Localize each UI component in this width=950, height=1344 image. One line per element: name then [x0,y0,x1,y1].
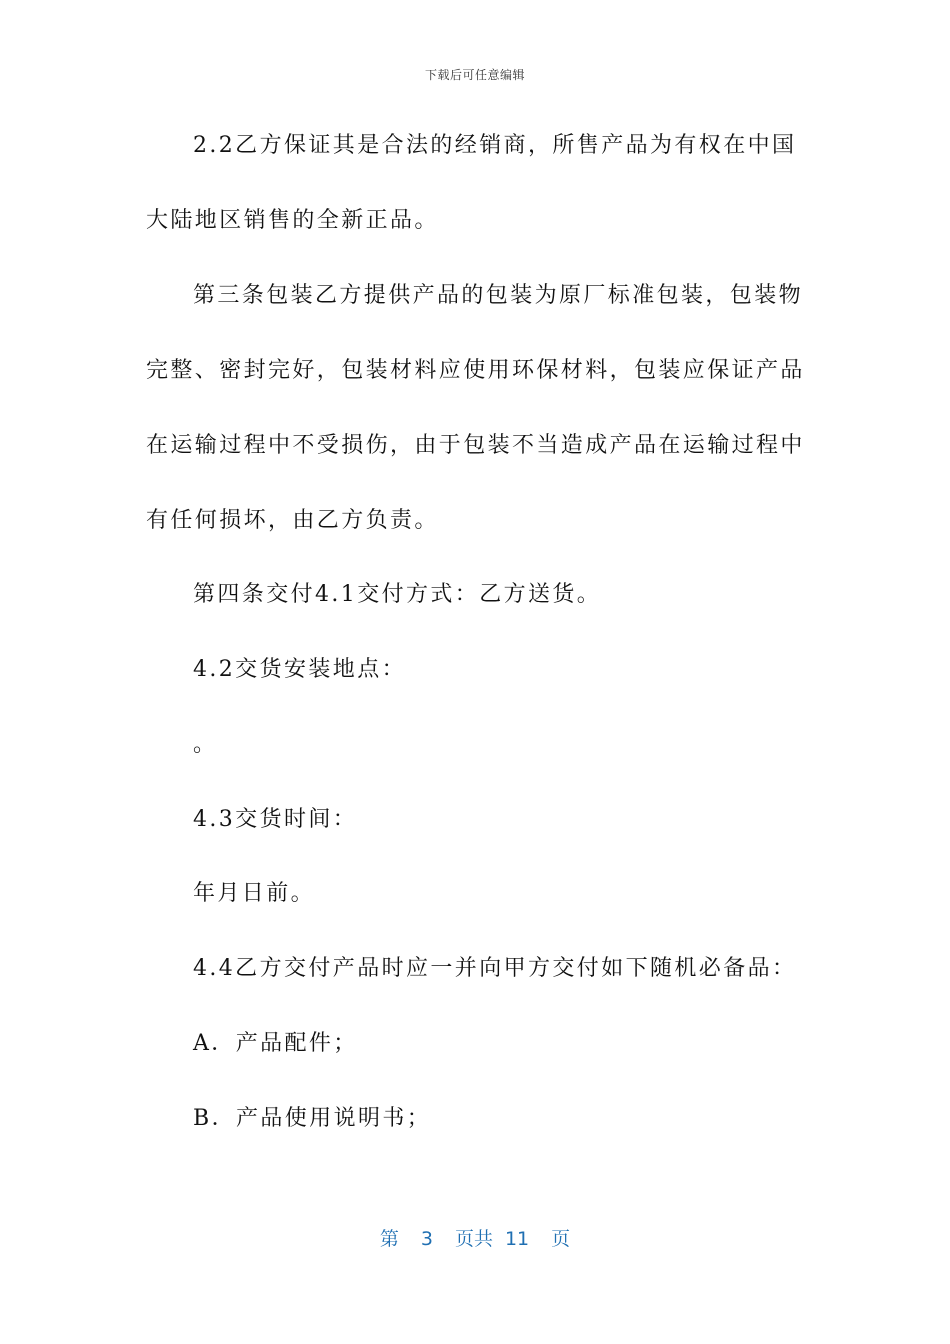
footer-total-pages: 11 [504,1228,530,1250]
paragraph-line: 4.2交货安装地点： [193,657,406,682]
paragraph-line: B．产品使用说明书； [193,1106,432,1131]
paragraph-line: 年月日前。 [193,881,316,906]
paragraph-line: 4.3交货时间： [193,807,358,832]
header-note: 下载后可任意编辑 [424,68,525,82]
footer-prefix: 第 [379,1228,399,1250]
paragraph-line: 大陆地区销售的全新正品。 [146,208,439,233]
page-footer [0,1224,950,1251]
paragraph-line: 第三条包装乙方提供产品的包装为原厂标准包装，包装物 [193,283,804,308]
footer-page-number: 3 [420,1228,433,1250]
paragraph-line: 有任何损坏，由乙方负责。 [146,508,439,533]
paragraph-line: 2.2乙方保证其是合法的经销商，所售产品为有权在中国 [193,133,797,158]
paragraph-line: 完整、密封完好，包装材料应使用环保材料，包装应保证产品 [146,358,805,383]
paragraph-line: 。 [193,732,218,757]
paragraph-line: A．产品配件； [193,1031,358,1056]
footer-suffix: 页 [551,1228,571,1250]
paragraph-line: 在运输过程中不受损伤，由于包装不当造成产品在运输过程中 [146,433,805,458]
paragraph-line: 第四条交付4.1交付方式：乙方送货。 [193,582,602,607]
paragraph-line: 4.4乙方交付产品时应一并向甲方交付如下随机必备品： [193,956,797,981]
footer-middle: 页共 [454,1228,493,1250]
